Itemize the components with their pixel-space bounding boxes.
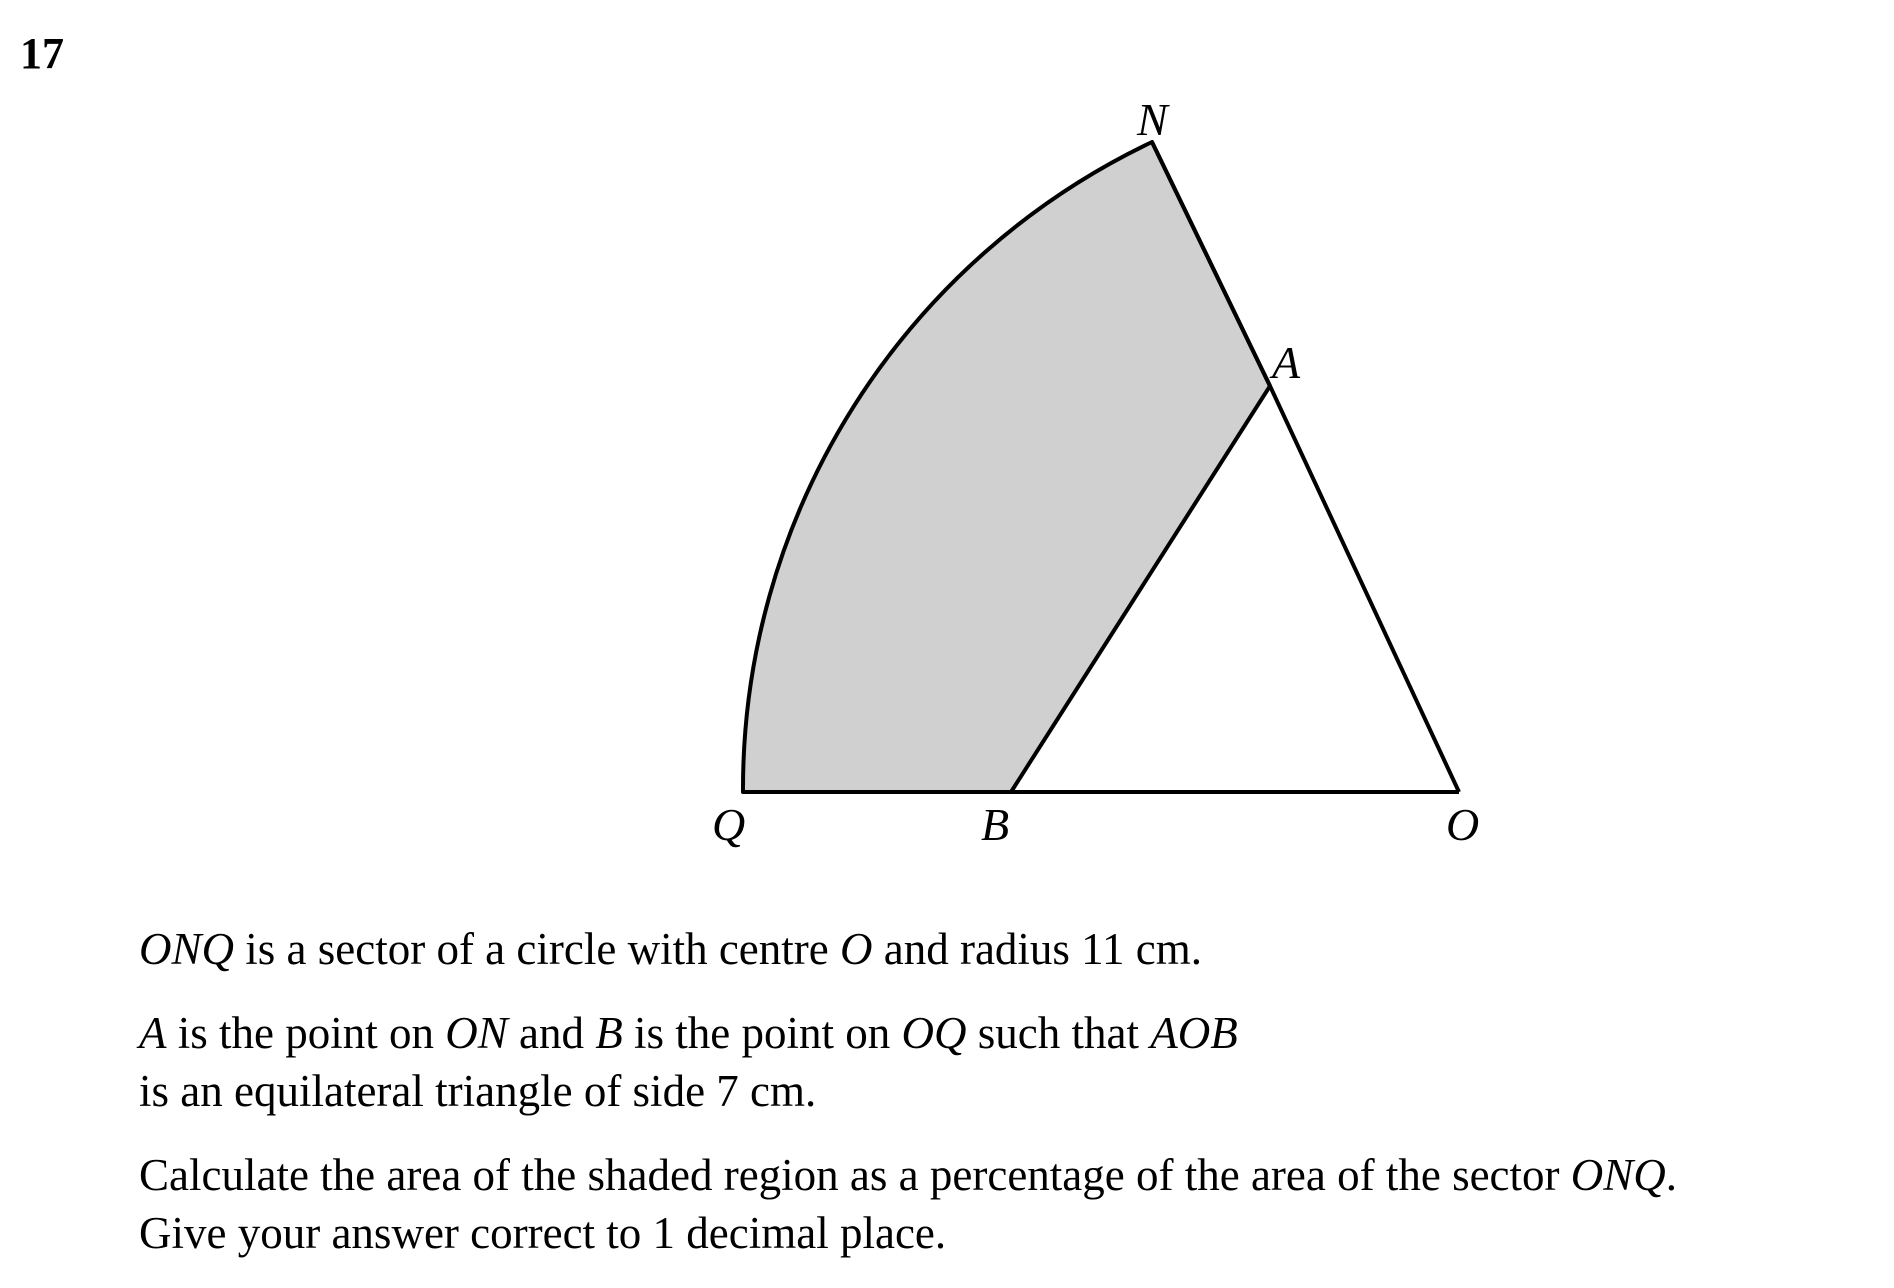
label-o: O bbox=[1446, 799, 1480, 850]
paragraph-task: Calculate the area of the shaded region as a percentage of the area of the sector ONQ. Give your answer correct to 1 decimal place. bbox=[139, 1150, 1678, 1258]
label-q: Q bbox=[712, 799, 746, 850]
paragraph-sector: ONQ is a sector of a circle with centre O and radius 11 cm. bbox=[139, 924, 1202, 974]
label-b: B bbox=[981, 799, 1010, 850]
question-number: 17 bbox=[20, 29, 64, 78]
triangle-description: is an equilateral triangle of side 7 cm. bbox=[139, 1066, 817, 1116]
question-text bbox=[139, 920, 1879, 1288]
paragraph-points: A is the point on ON and B is the point on OQ such that AOB is an equilateral triangle of side 7 cm. bbox=[139, 1008, 1238, 1116]
sector-name: ONQ bbox=[139, 924, 235, 974]
shaded-region bbox=[743, 142, 1270, 792]
side-a-o bbox=[1270, 386, 1459, 792]
precision-instruction: Give your answer correct to 1 decimal place. bbox=[139, 1208, 947, 1258]
label-n: N bbox=[1137, 94, 1168, 145]
label-a: A bbox=[1272, 337, 1301, 388]
